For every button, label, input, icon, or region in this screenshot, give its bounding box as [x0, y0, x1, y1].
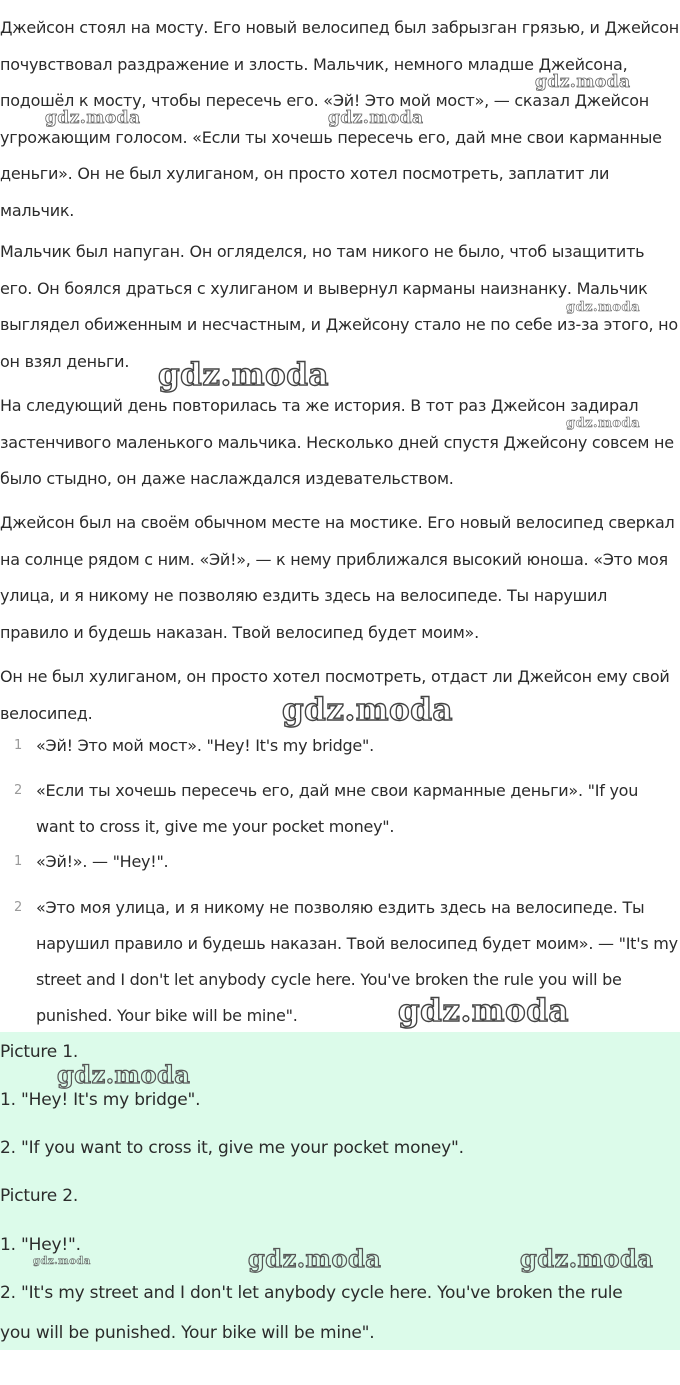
watermark: gdz.moda [158, 357, 329, 393]
story-paragraph: Он не был хулиганом, он просто хотел посмотреть, отдаст ли Джейсон ему свой велосипед. [0, 667, 670, 723]
watermark: gdz.moda [282, 692, 453, 728]
list-item-number: 1 [14, 738, 23, 753]
list-item-number: 2 [14, 900, 23, 915]
watermark: gdz.moda [328, 108, 424, 128]
watermark: gdz.moda [398, 993, 569, 1029]
list-item-text: «Это моя улица, и я никому не позволяю ездить здесь на велосипеде. Ты нарушил правило и будешь наказан. Твой велосипед будет моим». — "It's my street and I don't let anybody cycle here. You've broken the rule you will be punished. Your bike will be mine". [36, 898, 678, 1025]
watermark: gdz.moda [45, 108, 141, 128]
list-item-text: «Эй! Это мой мост». "Hey! It's my bridge". [36, 736, 374, 755]
list-item-text: «Эй!». — "Hey!". [36, 852, 169, 871]
picture2-line2: 2. "It's my street and I don't let anybody cycle here. You've broken the rule [0, 1283, 623, 1303]
watermark: gdz.moda [566, 416, 641, 431]
picture1-line2: 2. "If you want to cross it, give me your pocket money". [0, 1138, 464, 1158]
picture2-label: Picture 2. [0, 1186, 79, 1206]
list-item-number: 2 [14, 783, 23, 798]
list-item-text: «Если ты хочешь пересечь его, дай мне свои карманные деньги». "If you want to cross it, give me your pocket money". [36, 781, 639, 836]
story-paragraph: Джейсон стоял на мосту. Его новый велосипед был забрызган грязью, и Джейсон почувствовал раздражение и злость. Мальчик, немного младше Джейсона, подошёл к мосту, чтобы пересечь его. «Эй! Это мой мост», — сказал Джейсон угрожающим голосом. «Если ты хочешь пересечь его, дай мне свои карманные деньги». Он не был хулиганом, он просто хотел посмотреть, заплатит ли мальчик. [0, 18, 679, 220]
picture1-line1: 1. "Hey! It's my bridge". [0, 1090, 201, 1110]
picture2-line1: 1. "Hey!". [0, 1235, 81, 1255]
picture2-line2-continued: you will be punished. Your bike will be mine". [0, 1323, 375, 1343]
story-paragraph: Джейсон был на своём обычном месте на мостике. Его новый велосипед сверкал на солнце рядом с ним. «Эй!», — к нему приближался высокий юноша. «Это моя улица, и я никому не позволяю ездить здесь на велосипеде. Ты нарушил правило и будешь наказан. Твой велосипед будет моим». [0, 513, 675, 642]
watermark: gdz.moda [535, 72, 631, 92]
picture1-label: Picture 1. [0, 1042, 79, 1062]
watermark: gdz.moda [566, 300, 641, 315]
list-item-number: 1 [14, 854, 23, 869]
story-paragraph: На следующий день повторилась та же история. В тот раз Джейсон задирал застенчивого маленького мальчика. Несколько дней спустя Джейсону совсем не было стыдно, он даже наслаждался издевательством. [0, 396, 674, 488]
story-paragraph: Мальчик был напуган. Он огляделся, но там никого не было, чтоб ызащитить его. Он боялся драться с хулиганом и вывернул карманы наизнанку. Мальчик выглядел обиженным и несчастным, и Джейсону стало не по себе из-за этого, но он взял деньги. [0, 242, 678, 371]
